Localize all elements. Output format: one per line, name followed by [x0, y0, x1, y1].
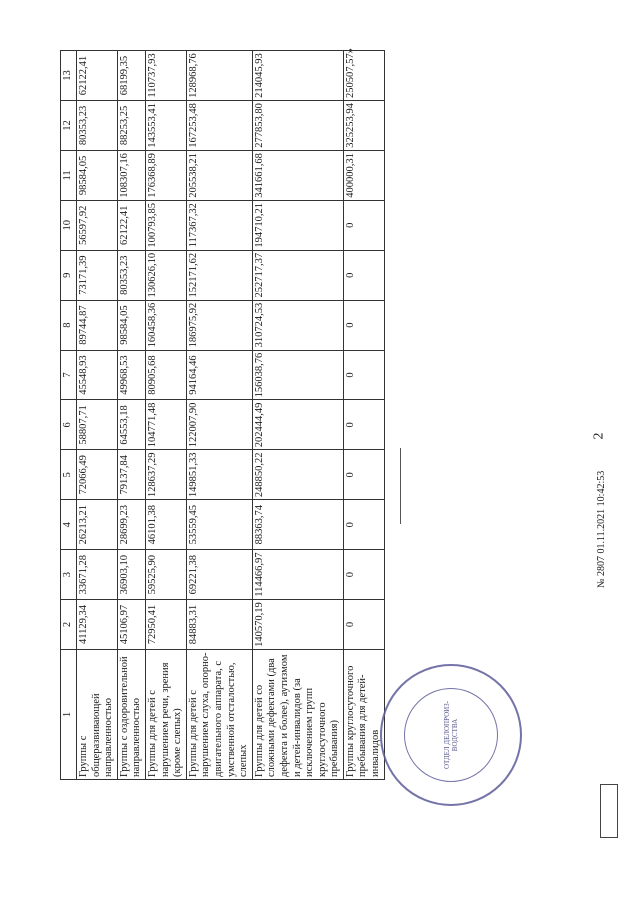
row-label: Группы с общеразвивающей направленностью: [77, 650, 118, 780]
column-header: 5: [61, 450, 77, 500]
table-row: [186, 51, 252, 780]
table-cell: 0: [343, 300, 384, 350]
column-header: 12: [61, 101, 77, 151]
table-cell: 0: [343, 550, 384, 600]
column-header: 9: [61, 250, 77, 300]
table-cell: 62122,41: [117, 200, 145, 250]
table-cell: 143553,41: [145, 101, 186, 151]
table-cell: 214045,93: [252, 51, 343, 101]
table-cell: 160458,36: [145, 300, 186, 350]
row-label: Группы для детей с нарушением слуха, опорно-двигательного аппарата, с умственной отсталостью, слепых: [186, 650, 252, 780]
table-cell: 100793,85: [145, 200, 186, 250]
table-cell: 45106,97: [117, 600, 145, 650]
rotated-table-wrapper: [60, 50, 430, 780]
table-cell: 41129,34: [77, 600, 118, 650]
table-cell: 277853,80: [252, 101, 343, 151]
table-cell: 248850,22: [252, 450, 343, 500]
table-cell: 110737,93: [145, 51, 186, 101]
table-cell: 84883,31: [186, 600, 252, 650]
table-cell: 128637,29: [145, 450, 186, 500]
table-cell: 140570,19: [252, 600, 343, 650]
table-cell: 68199,35: [117, 51, 145, 101]
table-cell: 80353,23: [77, 101, 118, 151]
table-cell: 0: [343, 600, 384, 650]
table-cell: 36903,10: [117, 550, 145, 600]
row-label: Группы круглосуточного пребывания для детей-инвалидов: [343, 650, 384, 780]
table-cell: 130626,10: [145, 250, 186, 300]
column-header: 2: [61, 600, 77, 650]
table-row: [117, 51, 145, 780]
table-cell: 149851,33: [186, 450, 252, 500]
table-cell: 79137,84: [117, 450, 145, 500]
table-cell: 186975,92: [186, 300, 252, 350]
table-cell: 46101,38: [145, 500, 186, 550]
column-header: 4: [61, 500, 77, 550]
table-cell: 59525,90: [145, 550, 186, 600]
table-cell: 49968,53: [117, 350, 145, 400]
table-cell: 69221,38: [186, 550, 252, 600]
column-header: 7: [61, 350, 77, 400]
table-cell: 0: [343, 200, 384, 250]
registration-logo: [600, 784, 618, 838]
table-cell: 26213,21: [77, 500, 118, 550]
table-cell: 88363,74: [252, 500, 343, 550]
registration-footer: № 2807 01.11.2021 10:42:53: [596, 470, 607, 588]
table-cell: 325253,94: [343, 101, 384, 151]
table-row: [145, 51, 186, 780]
table-cell: 72066,49: [77, 450, 118, 500]
table-cell: 80353,23: [117, 250, 145, 300]
table-cell: 62122,41: [77, 51, 118, 101]
table-cell: 400000,31: [343, 150, 384, 200]
table-cell: 250507,57»: [343, 51, 384, 101]
table-row: [343, 51, 384, 780]
table-cell: 0: [343, 400, 384, 450]
table-cell: 28699,23: [117, 500, 145, 550]
table-cell: 89744,87: [77, 300, 118, 350]
page-number: 2: [591, 432, 607, 440]
table-cell: 310724,53: [252, 300, 343, 350]
table-cell: 45548,93: [77, 350, 118, 400]
table-cell: 94164,46: [186, 350, 252, 400]
table-cell: 72950,41: [145, 600, 186, 650]
table-cell: 56597,92: [77, 200, 118, 250]
column-header: 6: [61, 400, 77, 450]
table-cell: 205538,21: [186, 150, 252, 200]
table-cell: 152171,62: [186, 250, 252, 300]
stamp-text: ОТДЕЛ ДЕЛОПРОИЗ-ВОДСТВА: [404, 688, 498, 782]
table-cell: 156038,76: [252, 350, 343, 400]
table-cell: 0: [343, 250, 384, 300]
table-cell: 202444,49: [252, 400, 343, 450]
table-cell: 98584,05: [117, 300, 145, 350]
table-cell: 117367,32: [186, 200, 252, 250]
table-cell: 0: [343, 350, 384, 400]
table-cell: 104771,48: [145, 400, 186, 450]
table-cell: 114466,97: [252, 550, 343, 600]
row-label: Группы для детей с нарушением речи, зрения (кроме слепых): [145, 650, 186, 780]
table-cell: 58807,71: [77, 400, 118, 450]
table-cell: 341661,68: [252, 150, 343, 200]
table-cell: 98584,05: [77, 150, 118, 200]
table-cell: 122007,90: [186, 400, 252, 450]
table-cell: 252717,37: [252, 250, 343, 300]
table-cell: 128968,76: [186, 51, 252, 101]
column-header: 3: [61, 550, 77, 600]
table-cell: 176368,89: [145, 150, 186, 200]
column-header: 11: [61, 150, 77, 200]
table-header-row: [61, 51, 77, 780]
row-label: Группы для детей со сложными дефектами (два дефекта и более), аутизмом и детей-инвалидов (за исключением групп круглосуточного пребывания): [252, 650, 343, 780]
table-row: [77, 51, 118, 780]
signature-line: [400, 448, 401, 524]
table-cell: 194710,21: [252, 200, 343, 250]
table-cell: 80905,68: [145, 350, 186, 400]
table-cell: 64553,18: [117, 400, 145, 450]
finance-table: [60, 50, 385, 780]
column-header: 1: [61, 650, 77, 780]
table-cell: 33671,28: [77, 550, 118, 600]
table-cell: 167253,48: [186, 101, 252, 151]
table-row: [252, 51, 343, 780]
table-cell: 0: [343, 450, 384, 500]
official-stamp: [380, 664, 522, 806]
table-cell: 0: [343, 500, 384, 550]
table-cell: 53559,45: [186, 500, 252, 550]
column-header: 10: [61, 200, 77, 250]
table-cell: 108307,16: [117, 150, 145, 200]
table-cell: 73171,39: [77, 250, 118, 300]
table-cell: 88253,25: [117, 101, 145, 151]
column-header: 13: [61, 51, 77, 101]
row-label: Группы с оздоровительной направленностью: [117, 650, 145, 780]
column-header: 8: [61, 300, 77, 350]
